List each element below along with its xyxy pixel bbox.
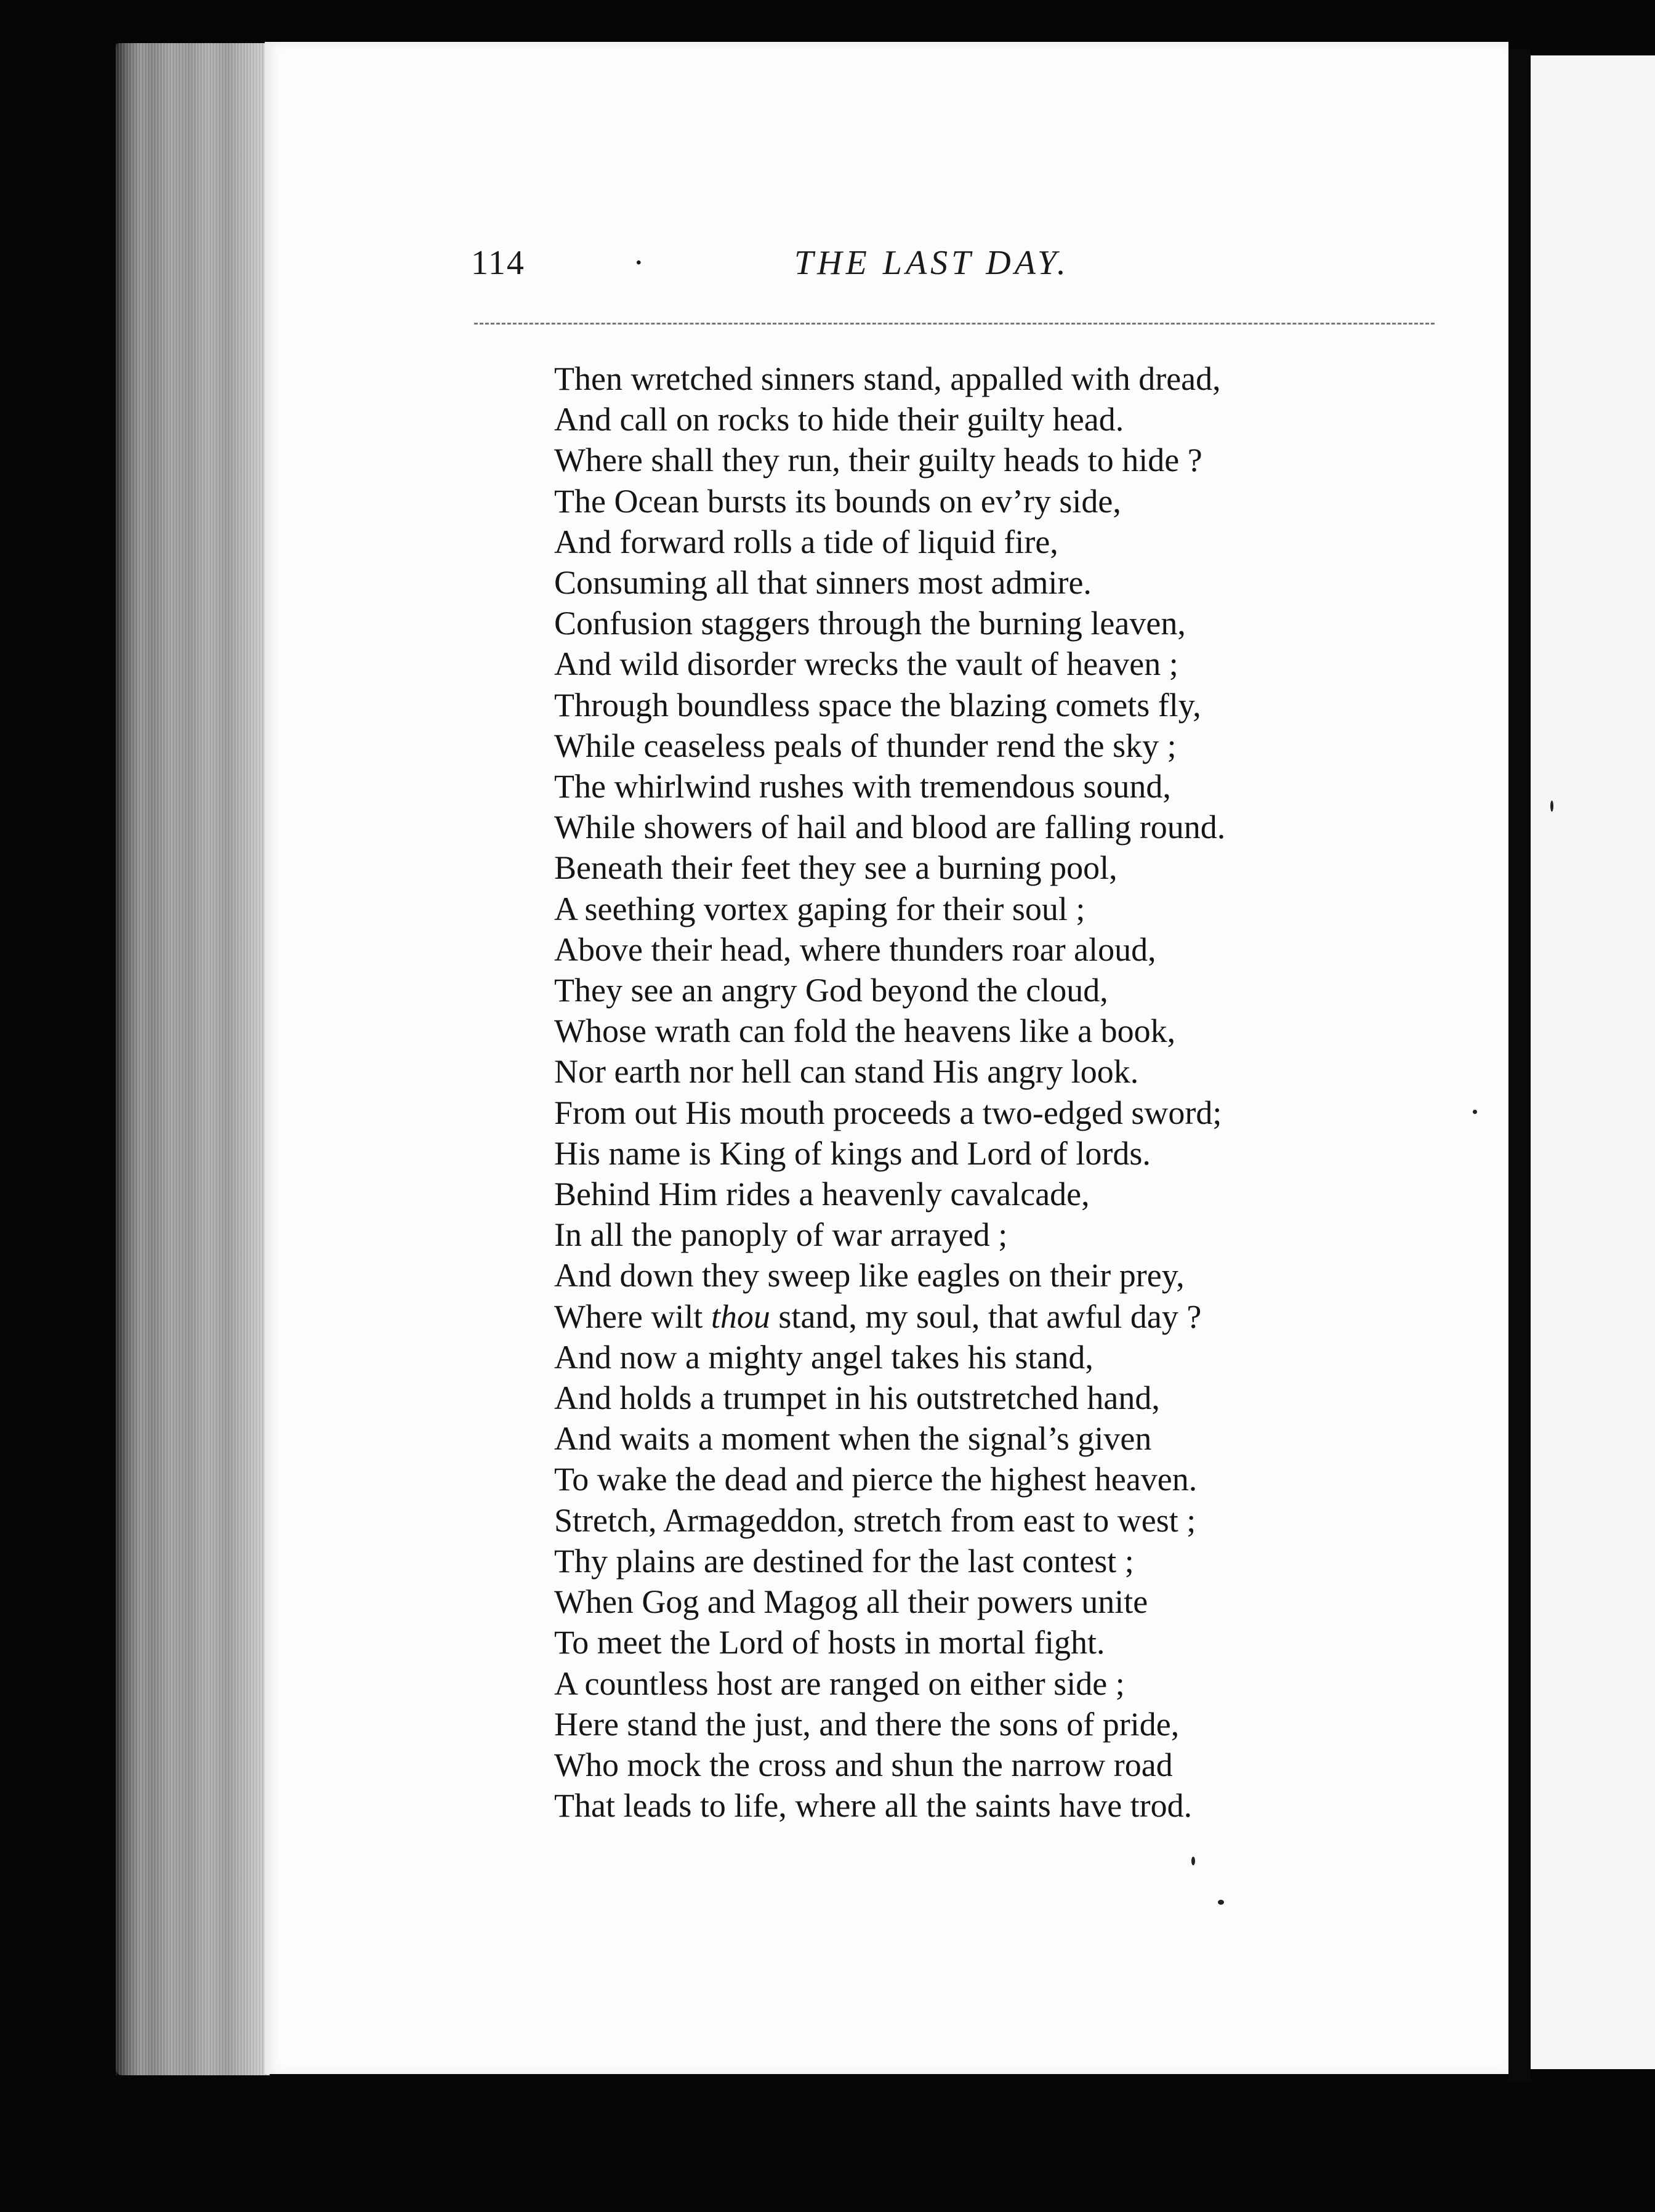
ink-speck (1550, 801, 1553, 812)
poem-line: And waits a moment when the signal’s given (554, 1420, 1152, 1458)
poem-line: Beneath their feet they see a burning pool, (554, 849, 1117, 887)
ink-speck (1191, 1857, 1195, 1865)
ink-speck (1473, 1110, 1477, 1114)
poem-line: The whirlwind rushes with tremendous sound, (554, 768, 1171, 805)
book-gutter (1508, 49, 1531, 2081)
poem-line: Then wretched sinners stand, appalled with dread, (554, 360, 1221, 397)
poem-line: A seething vortex gaping for their soul ; (554, 890, 1085, 927)
running-title: THE LAST DAY. (794, 244, 1069, 282)
header-rule (474, 323, 1435, 325)
italic-word: thou (711, 1298, 770, 1335)
poem-line: From out His mouth proceeds a two-edged sword; (554, 1094, 1222, 1131)
poem-line: Who mock the cross and shun the narrow road (554, 1746, 1173, 1783)
poem-line: Nor earth nor hell can stand His angry look. (554, 1053, 1139, 1091)
poem-line: And down they sweep like eagles on their prey, (554, 1257, 1185, 1294)
poem-line: And now a mighty angel takes his stand, (554, 1338, 1093, 1376)
poem-line: To meet the Lord of hosts in mortal fight. (554, 1624, 1105, 1661)
poem-line: They see an angry God beyond the cloud, (554, 972, 1108, 1009)
poem-line: Consuming all that sinners most admire. (554, 564, 1092, 602)
poem-line-italic-thou (554, 1296, 1447, 1337)
poem-text (554, 358, 1447, 1826)
poem-line: To wake the dead and pierce the highest heaven. (554, 1461, 1198, 1498)
poem-line: While ceaseless peals of thunder rend the sky ; (554, 727, 1177, 764)
line-part-after: stand, my soul, that awful day ? (770, 1298, 1202, 1335)
poem-line: When Gog and Magog all their powers unite (554, 1583, 1148, 1621)
poem-line: Stretch, Armageddon, stretch from east to west ; (554, 1501, 1196, 1539)
running-head-separator: · (633, 244, 645, 282)
poem-line: Where shall they run, their guilty heads to hide ? (554, 442, 1202, 479)
book-page-edges (116, 43, 270, 2075)
poem-line: While showers of hail and blood are falling round. (554, 809, 1226, 846)
poem-line: Through boundless space the blazing comets fly, (554, 686, 1201, 724)
poem-line: Whose wrath can fold the heavens like a book, (554, 1012, 1176, 1050)
page-number: 114 (471, 244, 525, 282)
poem-line: The Ocean bursts its bounds on ev’ry side, (554, 482, 1121, 520)
ink-speck (1218, 1900, 1224, 1905)
poem-line: Above their head, where thunders roar aloud, (554, 930, 1156, 968)
poem-line: And wild disorder wrecks the vault of heaven ; (554, 645, 1178, 683)
poem-line: Thy plains are destined for the last contest ; (554, 1542, 1134, 1580)
poem-line: And forward rolls a tide of liquid fire, (554, 523, 1058, 560)
poem-line: Confusion staggers through the burning leaven, (554, 605, 1186, 642)
poem-line: Here stand the just, and there the sons of pride, (554, 1705, 1180, 1743)
line-part-before: Where wilt (554, 1298, 711, 1335)
poem-line: A countless host are ranged on either side ; (554, 1665, 1125, 1702)
poem-line: In all the panoply of war arrayed ; (554, 1216, 1008, 1254)
poem-line: And call on rocks to hide their guilty head. (554, 401, 1124, 438)
facing-page-edge (1531, 55, 1655, 2069)
poem-line: His name is King of kings and Lord of lords. (554, 1134, 1151, 1172)
poem-line: Behind Him rides a heavenly cavalcade, (554, 1176, 1090, 1213)
poem-line: That leads to life, where all the saints have trod. (554, 1787, 1193, 1825)
poem-line: And holds a trumpet in his outstretched hand, (554, 1379, 1160, 1417)
scan-top-border (0, 0, 1655, 44)
